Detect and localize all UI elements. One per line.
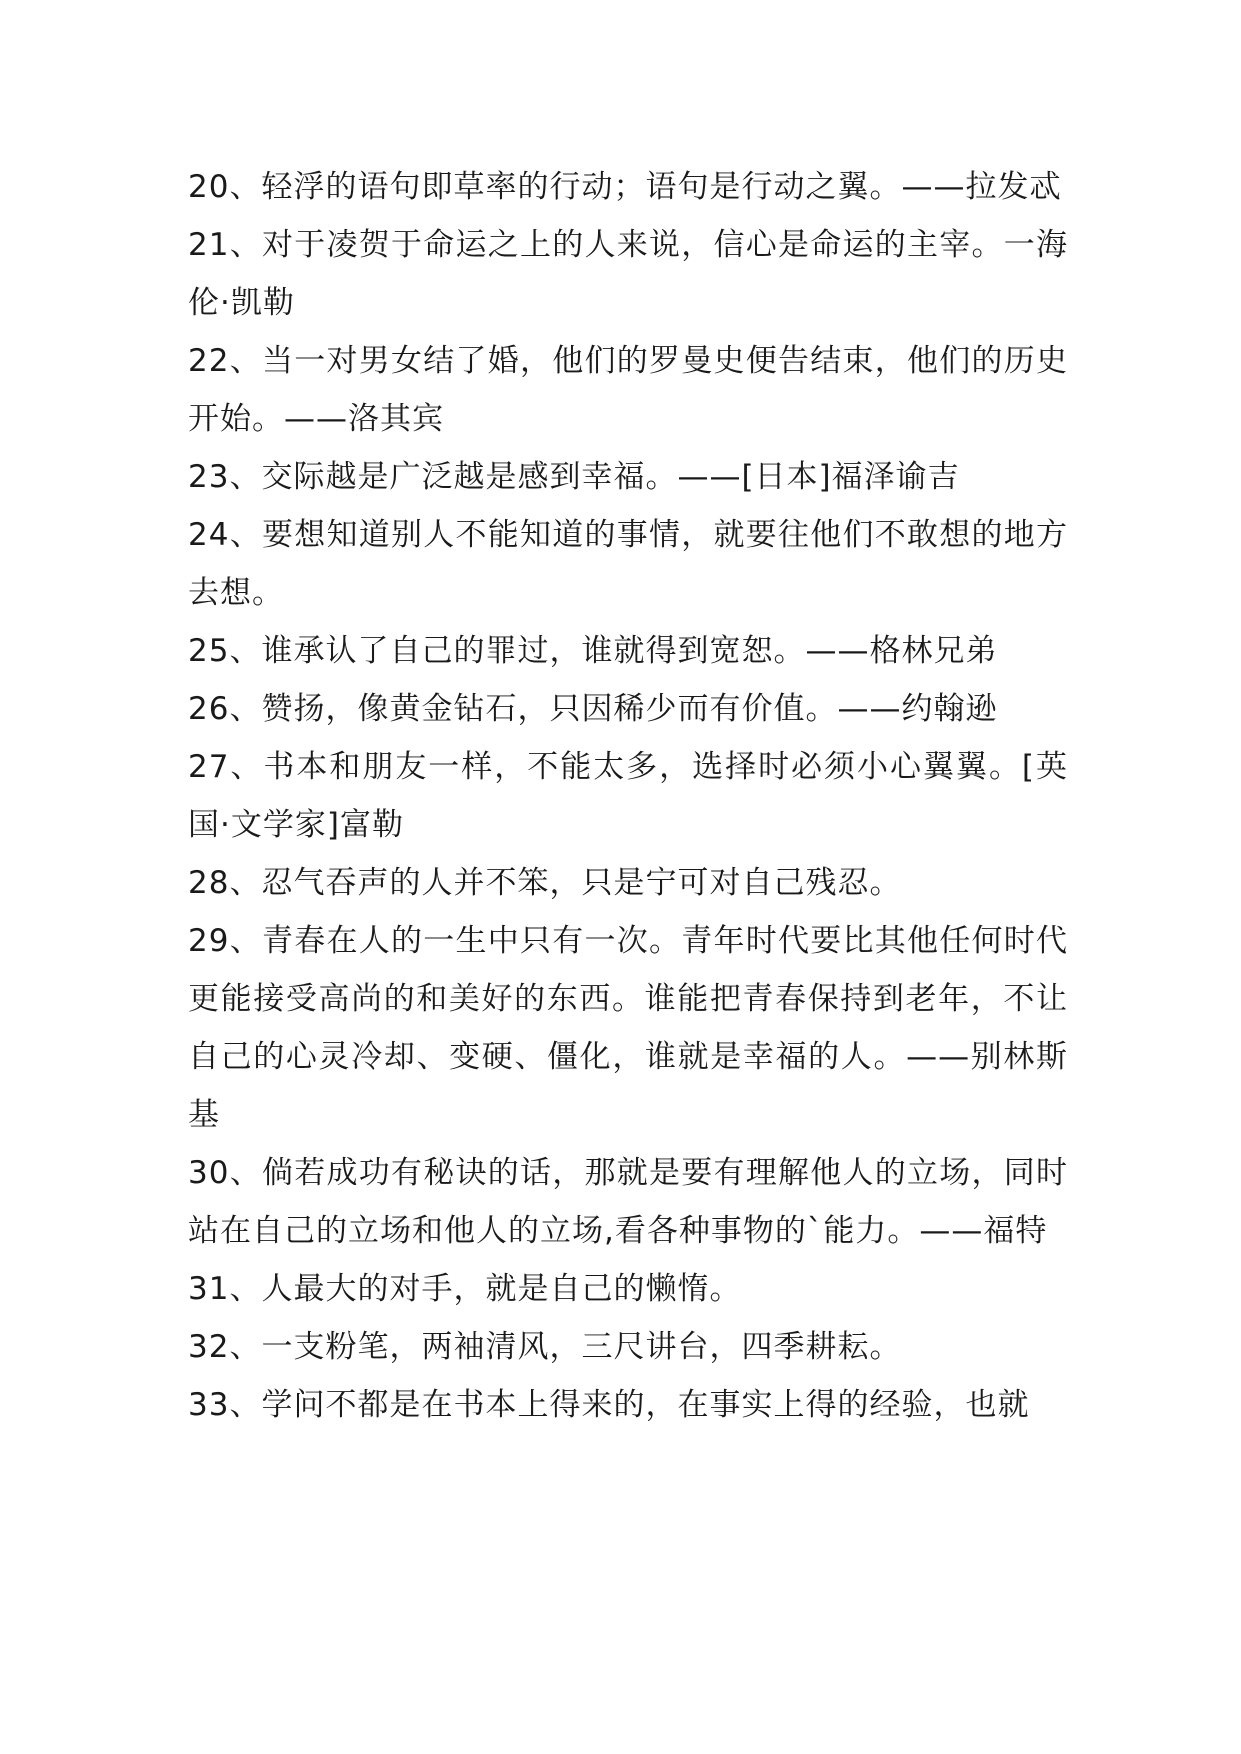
quote-entry-30: 30、倘若成功有秘诀的话，那就是要有理解他人的立场，同时站在自己的立场和他人的立场,看各种事物的`能力。——福特 <box>188 1155 1068 1249</box>
quote-entry-24: 24、要想知道别人不能知道的事情，就要往他们不敢想的地方去想。 <box>188 517 1068 611</box>
quote-entry-27: 27、书本和朋友一样，不能太多，选择时必须小心翼翼。[英国·文学家]富勒 <box>188 749 1068 843</box>
quote-entry-31: 31、人最大的对手，就是自己的懒惰。 <box>188 1271 742 1307</box>
quote-entry-20: 20、轻浮的语句即草率的行动；语句是行动之翼。——拉发忒 <box>188 169 1062 205</box>
quote-entry-21: 21、对于凌贺于命运之上的人来说，信心是命运的主宰。一海伦·凯勒 <box>188 227 1068 321</box>
quote-entry-25: 25、谁承认了自己的罪过，谁就得到宽恕。——格林兄弟 <box>188 633 998 669</box>
quote-entry-32: 32、一支粉笔，两袖清风，三尺讲台，四季耕耘。 <box>188 1329 902 1365</box>
quote-entry-28: 28、忍气吞声的人并不笨，只是宁可对自己残忍。 <box>188 865 902 901</box>
quote-entry-23: 23、交际越是广泛越是感到幸福。——[日本]福泽谕吉 <box>188 459 960 495</box>
quote-entry-22: 22、当一对男女结了婚，他们的罗曼史便告结束，他们的历史开始。——洛其宾 <box>188 343 1068 437</box>
quote-entry-26: 26、赞扬，像黄金钻石，只因稀少而有价值。——约翰逊 <box>188 691 998 727</box>
quote-list <box>188 158 1068 1434</box>
quote-entry-29: 29、青春在人的一生中只有一次。青年时代要比其他任何时代更能接受高尚的和美好的东西。谁能把青春保持到老年，不让自己的心灵冷却、变硬、僵化，谁就是幸福的人。——别林斯基 <box>188 923 1068 1133</box>
quote-entry-33: 33、学问不都是在书本上得来的，在事实上得的经验，也就 <box>188 1387 1030 1423</box>
